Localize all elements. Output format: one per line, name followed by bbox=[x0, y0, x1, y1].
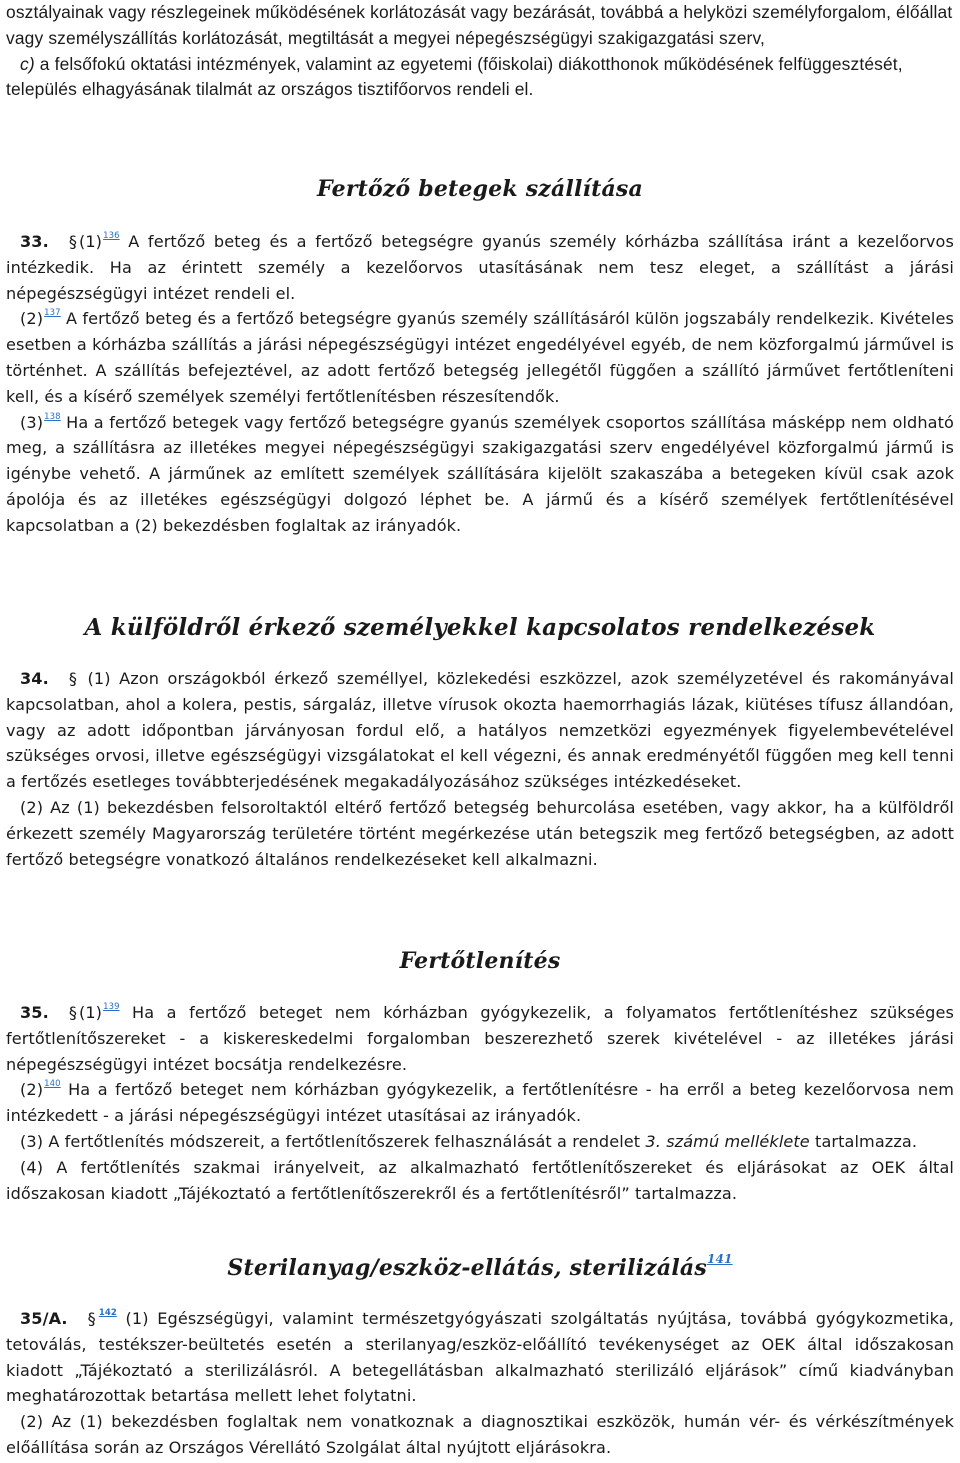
section-33-paragraph-3 bbox=[6, 410, 954, 539]
section-34-paragraph-1 bbox=[6, 666, 954, 795]
section-35a bbox=[6, 1306, 954, 1461]
paragraph-sign-link[interactable]: § bbox=[68, 669, 77, 688]
paragraph-sign-link[interactable]: § bbox=[68, 232, 77, 251]
subsection-label: (1) bbox=[78, 232, 103, 251]
section-35 bbox=[6, 1000, 954, 1206]
paragraph-text: tartalmazza. bbox=[809, 1131, 918, 1151]
paragraph-text: Ha a fertőző beteget nem kórházban gyógykezelik, a fertőtlenítésre - ha erről a beteg kezelőorvosa nem intézkedett - a járási népegészségügyi intézet utasításai az irányadók. bbox=[6, 1080, 954, 1126]
section-35-paragraph-1 bbox=[6, 1000, 954, 1077]
footnote-link[interactable]: 141 bbox=[706, 1252, 733, 1266]
footnote-link[interactable]: 137 bbox=[44, 308, 61, 319]
heading-fertozo-betegek: Fertőző betegek szállítása bbox=[317, 176, 643, 202]
section-34-paragraph-2: (2) Az (1) bekezdésben felsoroltaktól eltérő fertőző betegség behurcolása esetében, vagy akkor, ha a külföldről érkezett személy Magyarország területére történt megérkezése után betegszik meg fertőző betegségben, az adott fertőző betegségre vonatkozó általános rendelkezéseket kell alkalmazni. bbox=[6, 797, 954, 869]
section-number: 34. bbox=[20, 669, 49, 688]
heading-sterilanyag bbox=[0, 1252, 960, 1281]
subsection-label: (2) bbox=[20, 1080, 44, 1100]
section-number: 35/A. bbox=[20, 1309, 68, 1328]
annex-reference: 3. számú melléklete bbox=[645, 1131, 810, 1151]
section-34 bbox=[6, 666, 954, 872]
footnote-link[interactable]: 140 bbox=[44, 1079, 61, 1090]
paragraph-text: (3) A fertőtlenítés módszereit, a fertőtlenítőszerek felhasználását a rendelet bbox=[20, 1131, 646, 1151]
paragraph-text: Ha a fertőző betegek vagy fertőző betegségre gyanús személyek csoportos szállítása másképp nem oldható meg, a szállításra az illetékes megyei népegészségügyi szakigazgatási szerv engedélyével közforgalmú jármű is igénybe vehető. A járműnek az említett személyek szállítására kijelölt szakaszába a betegeken kívül csak azok ápolója és az illetékes egészségügyi dolgozó léphet be. A jármű és a kísérő személyek fertőtlenítésével kapcsolatban a (2) bekezdésben foglaltak az irányadók. bbox=[6, 412, 954, 535]
intro-block bbox=[6, 0, 954, 103]
section-35-paragraph-2 bbox=[6, 1077, 954, 1129]
section-number: 33. bbox=[20, 232, 49, 251]
footnote-link[interactable]: 138 bbox=[44, 411, 61, 422]
paragraph-text: (1) Egészségügyi, valamint természetgyógyászati szolgáltatás nyújtása, továbbá gyógykozmetika, tetoválás, testékszer-beültetés esetén a sterilanyag/eszköz-előállító tevékenységet az OEK által időszakosan kiadott „Tájékoztató a sterilizálásról. A betegellátásban alkalmazható sterilizáló eljárások” című kiadványban meghatározottak betartása mellett lehet folytatni. bbox=[6, 1309, 954, 1406]
paragraph-text: A fertőző beteg és a fertőző betegségre gyanús személy szállításáról külön jogszabály rendelkezik. Kivételes esetben a kórházba szállítás a járási népegészségügyi intézet engedélyével egyéb, de nem közforgalmú járművel is történhet. A szállítás befejeztével, az adott fertőző betegség jellegétől függően a szállító járművet fertőtleníteni kell, és a kísérő személyek személyi fertőtlenítésben részesítendők. bbox=[6, 309, 954, 406]
footnote-link[interactable]: 136 bbox=[103, 231, 120, 241]
paragraph-text: (1) Azon országokból érkező személlyel, közlekedési eszközzel, azok személyzetével és rakományával kapcsolatban, ahol a kolera, pestis, sárgaláz, illetve vírusok okozta haemorrhagiás lázak, kiütéses tífusz állandóan, vagy az adott időpontban járványosan fordul elő, a hatályos nemzetközi egyezmények figyelembevételével szükséges orvosi, illetve egészségügyi vizsgálatokat el kell végezni, és annak eredményétől függően meg kell tenni a fertőzés esetleges továbbterjedésének megakadályozásához szükséges intézkedéseket. bbox=[6, 669, 954, 792]
paragraph-text: Ha a fertőző beteget nem kórházban gyógykezelik, a folyamatos fertőtlenítéshez szükséges fertőtlenítőszereket - a kiskereskedelmi forgalomban beszerezhető szerek kivételével - az illetékes járási népegészségügyi intézet bocsátja rendelkezésre. bbox=[6, 1003, 954, 1074]
paragraph-sign-link[interactable]: § bbox=[68, 1003, 77, 1022]
paragraph-sign-link[interactable]: § bbox=[87, 1309, 96, 1328]
subsection-label: (1) bbox=[78, 1003, 103, 1022]
section-33 bbox=[6, 229, 954, 539]
paragraph-text: A fertőző beteg és a fertőző betegségre gyanús személy kórházba szállítása iránt a kezelőorvos intézkedik. Ha az érintett személy a kezelőorvos utasításának nem tesz eleget, a szállítást a járási népegészségügyi intézet rendeli el. bbox=[6, 232, 954, 303]
point-c-text: a felsőfokú oktatási intézmények, valamint az egyetemi (főiskolai) diákotthonok működésének felfüggesztését, település elhagyásának tilalmát az országos tisztifőorvos rendeli el. bbox=[6, 53, 903, 100]
heading-text: Sterilanyag/eszköz-ellátás, sterilizálás bbox=[227, 1255, 707, 1281]
section-35-paragraph-3 bbox=[6, 1129, 954, 1155]
subsection-label: (2) bbox=[20, 309, 44, 329]
section-35a-paragraph-2: (2) Az (1) bekezdésben foglaltak nem vonatkoznak a diagnosztikai eszközök, humán vér- és vérkészítmények előállítása során az Országos Vérellátó Szolgálat által nyújtott eljárásokra. bbox=[6, 1412, 954, 1457]
section-number: 35. bbox=[20, 1003, 49, 1022]
section-35-paragraph-4: (4) A fertőtlenítés szakmai irányelveit, az alkalmazható fertőtlenítőszereket és eljárásokat az OEK által időszakosan kiadott „Tájékoztató a fertőtlenítőszerekről és a fertőtlenítésről” tartalmazza. bbox=[6, 1157, 954, 1203]
section-35a-paragraph-1 bbox=[6, 1306, 954, 1409]
section-33-paragraph-1 bbox=[6, 229, 954, 306]
intro-line: osztályainak vagy részlegeinek működésének korlátozását vagy bezárását, továbbá a helyközi személyforgalom, élőállat vagy személyszállítás korlátozását, megtiltását a megyei népegészségügyi szakigazgatási szerv, bbox=[6, 2, 953, 48]
section-33-paragraph-2 bbox=[6, 306, 954, 409]
subsection-label: (3) bbox=[20, 412, 44, 432]
footnote-link[interactable]: 142 bbox=[98, 1308, 117, 1318]
footnote-link[interactable]: 139 bbox=[103, 1002, 120, 1012]
heading-kulfoldrol-erkezo: A külföldről érkező személyekkel kapcsolatos rendelkezések bbox=[84, 614, 876, 641]
intro-point-c bbox=[6, 52, 954, 104]
heading-fertotlenites: Fertőtlenítés bbox=[399, 948, 561, 974]
point-c-label: c) bbox=[20, 53, 35, 74]
